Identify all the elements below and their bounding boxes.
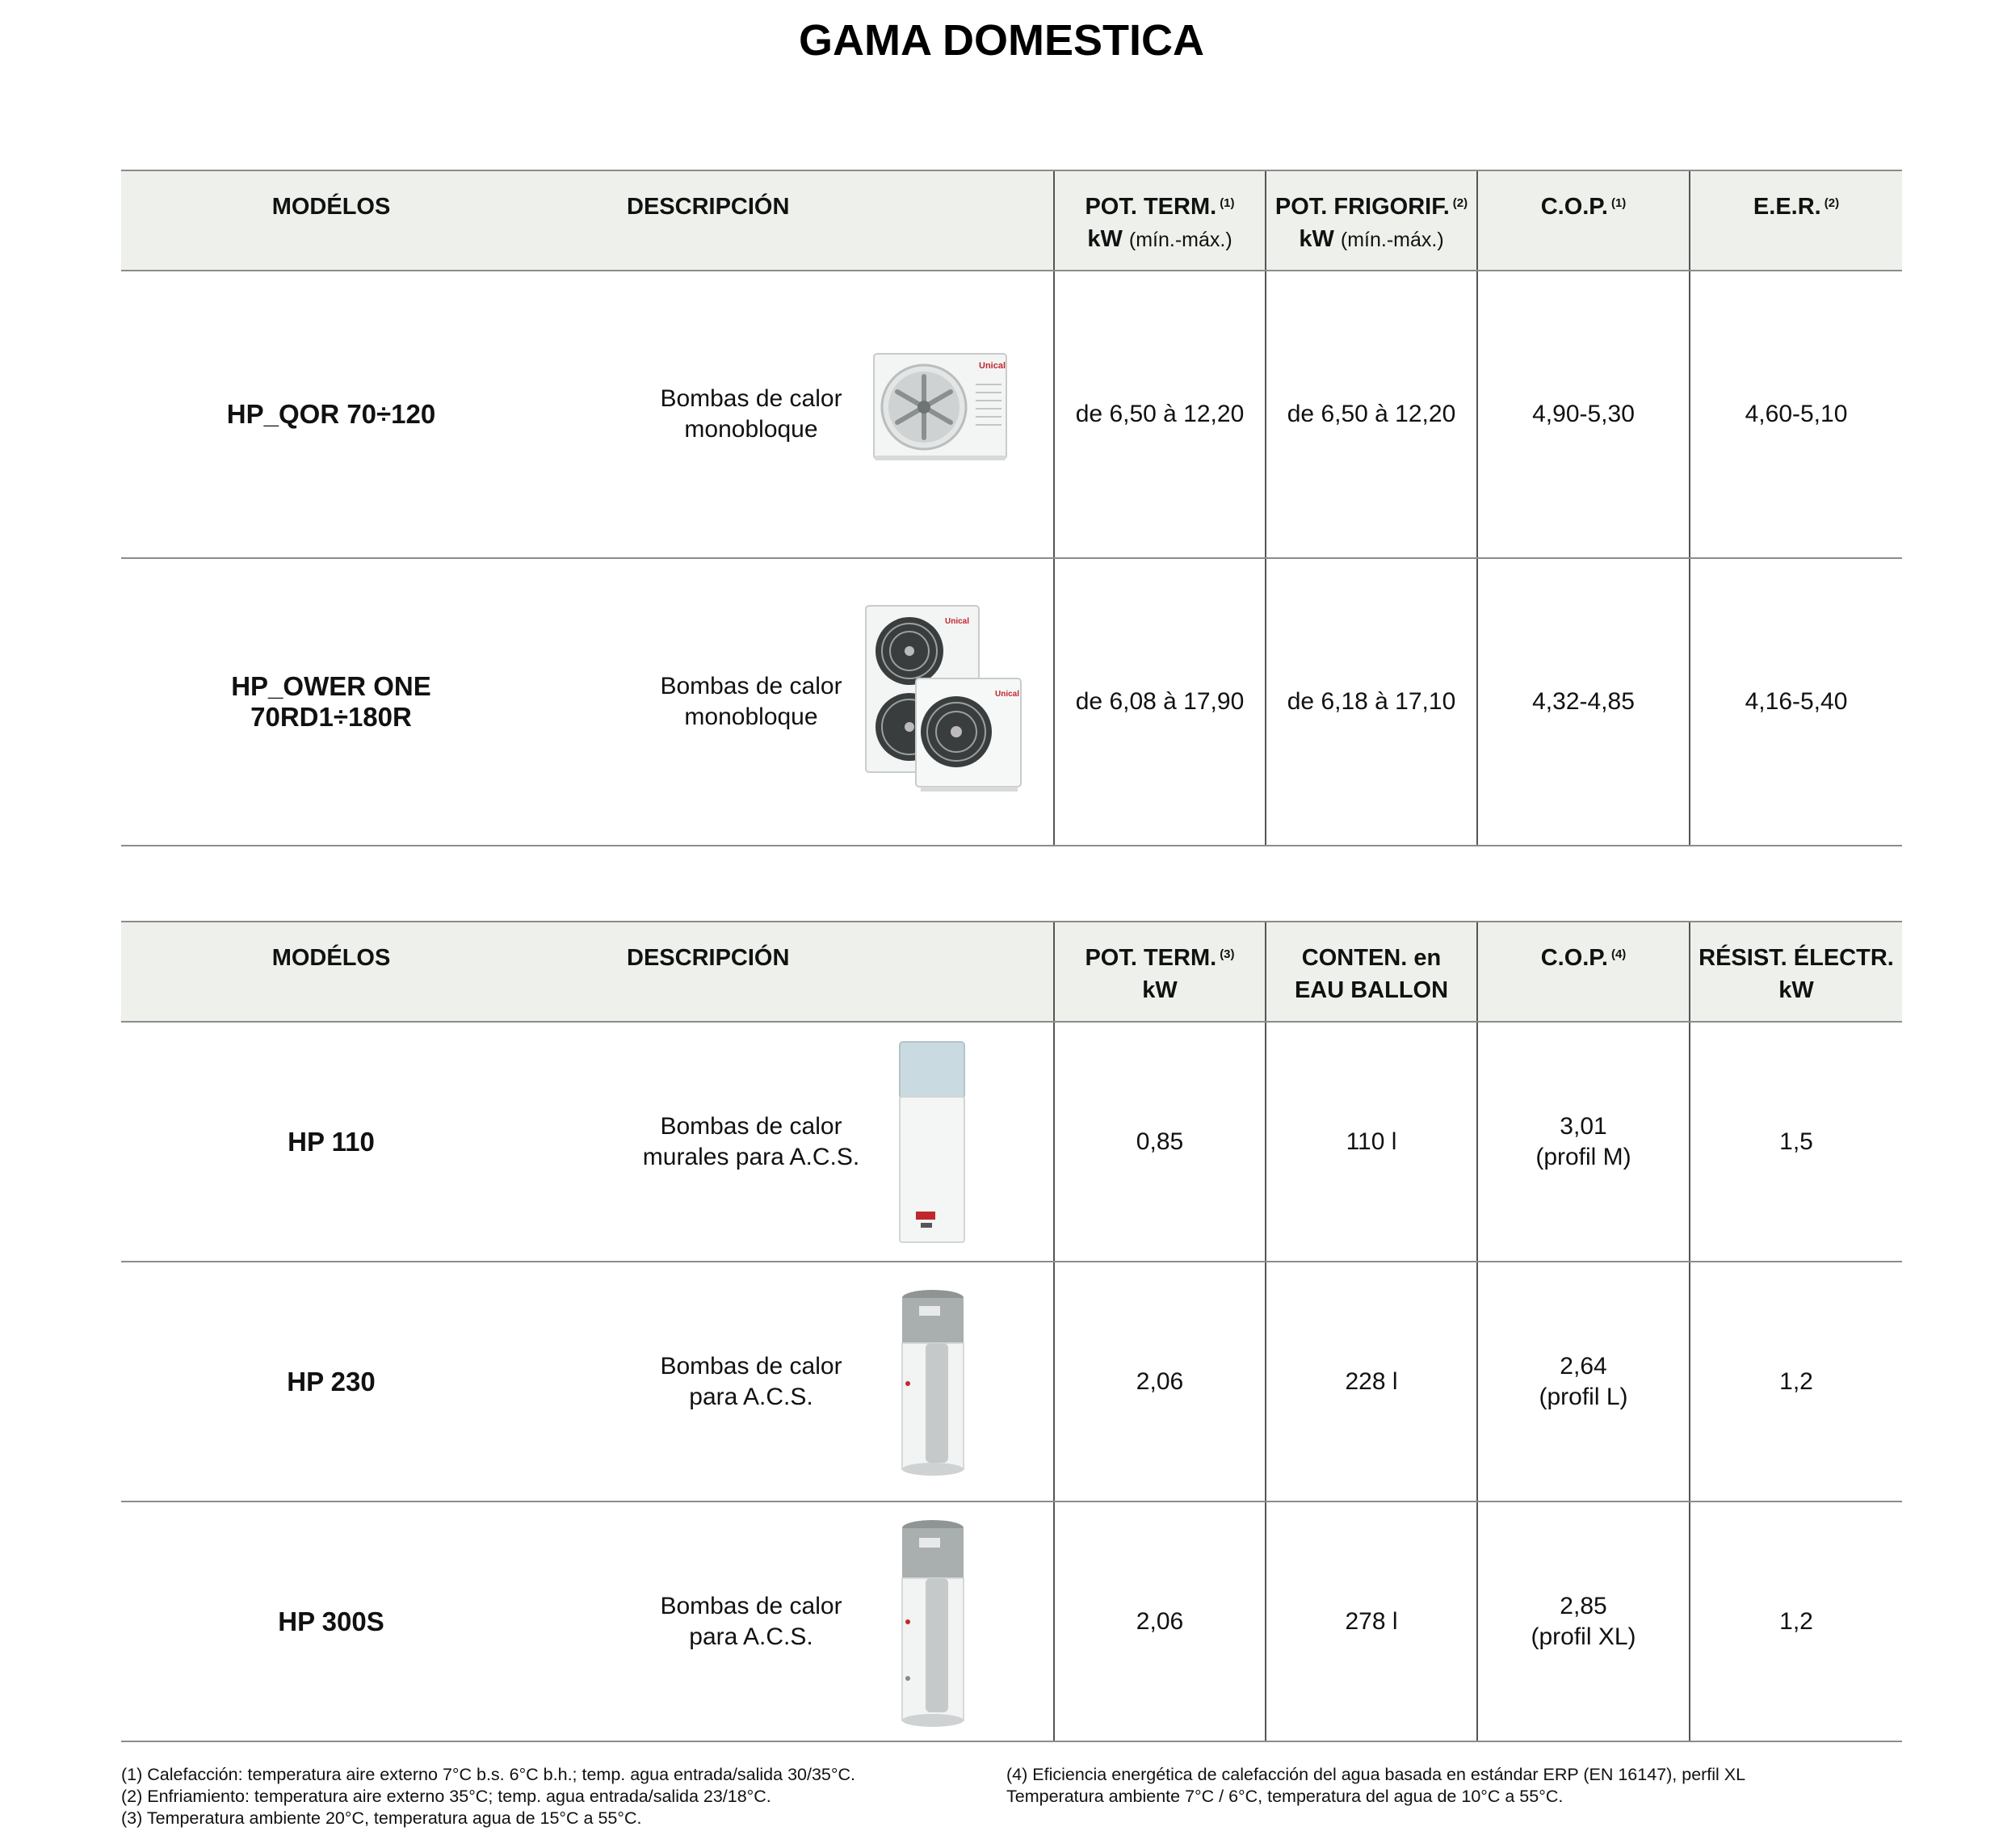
header-pot-term: POT. TERM. $^{(3)}$ kW (1054, 922, 1266, 1022)
model-name: HP 300S (121, 1502, 541, 1741)
cop-value: 2,64 (profil L) (1477, 1262, 1690, 1502)
header-conten: CONTEN. en EAU BALLON (1266, 922, 1477, 1022)
model-name: HP 230 (121, 1262, 541, 1502)
header-models: MODÉLOS (121, 922, 541, 1022)
description-cell (541, 558, 1054, 846)
pot-term-value: de 6,08 à 17,90 (1054, 558, 1266, 846)
footnotes-right (1006, 1764, 1745, 1808)
page-title: GAMA DOMESTICA (799, 16, 1204, 65)
conten-value: 228 l (1266, 1262, 1477, 1502)
cop-value: 4,32-4,85 (1477, 558, 1690, 846)
model-name: HP_OWER ONE 70RD1÷180R (121, 558, 541, 846)
outdoor-unit-image (872, 352, 1010, 465)
description-text: Bombas de calor monobloque (660, 673, 842, 730)
cop-value: 2,85 (profil XL) (1477, 1502, 1690, 1741)
floor-water-heater-image (897, 1517, 969, 1732)
model-name: HP 110 (121, 1022, 541, 1262)
heat-pump-table (121, 170, 1902, 846)
wall-water-heater-image (897, 1040, 969, 1247)
footnote: Temperatura ambiente 7°C / 6°C, temperatura del agua de 10°C a 55°C. (1006, 1787, 1564, 1806)
outdoor-units-pair-image (864, 604, 1026, 798)
header-resist: RÉSIST. ÉLECTR. kW (1690, 922, 1902, 1022)
description-cell (541, 1502, 1054, 1741)
header-cop: C.O.P. $^{(1)}$ (1477, 170, 1690, 271)
model-name: HP_QOR 70÷120 (121, 271, 541, 558)
pot-term-value: de 6,50 à 12,20 (1054, 271, 1266, 558)
table-row (121, 1502, 1902, 1741)
table-row (121, 1022, 1902, 1262)
header-description: DESCRIPCIÓN (541, 922, 1054, 1022)
footnote: (1) Calefacción: temperatura aire externo 7°C b.s. 6°C b.h.; temp. agua entrada/salida 30/35°C. (121, 1765, 855, 1784)
description-cell (541, 271, 1054, 558)
footnote: (2) Enfriamiento: temperatura aire externo 35°C; temp. agua entrada/salida 23/18°C. (121, 1787, 771, 1806)
cop-value: 4,90-5,30 (1477, 271, 1690, 558)
pot-frig-value: de 6,50 à 12,20 (1266, 271, 1477, 558)
header-eer: E.E.R. $^{(2)}$ (1690, 170, 1902, 271)
eer-value: 4,16-5,40 (1690, 558, 1902, 846)
pot-term-value: 2,06 (1054, 1262, 1266, 1502)
table-row (121, 271, 1902, 558)
description-text: Bombas de calor para A.C.S. (660, 1592, 842, 1650)
conten-value: 278 l (1266, 1502, 1477, 1741)
table-header-row (121, 170, 1902, 271)
water-heater-table (121, 921, 1902, 1742)
header-cop: C.O.P. $^{(4)}$ (1477, 922, 1690, 1022)
resist-value: 1,2 (1690, 1262, 1902, 1502)
description-cell (541, 1262, 1054, 1502)
pot-term-value: 0,85 (1054, 1022, 1266, 1262)
description-text: Bombas de calor murales para A.C.S. (642, 1112, 860, 1170)
svg-text:Unical: Unical (945, 617, 970, 626)
cop-value: 3,01 (profil M) (1477, 1022, 1690, 1262)
header-pot-frig: POT. FRIGORIF. $^{(2)}$ kW (mín.-máx.) (1266, 170, 1477, 271)
resist-value: 1,5 (1690, 1022, 1902, 1262)
table-row (121, 1262, 1902, 1502)
svg-text:Unical: Unical (995, 690, 1020, 699)
description-cell (541, 1022, 1054, 1262)
footnotes-left (121, 1764, 855, 1829)
svg-text:Unical: Unical (979, 361, 1006, 371)
eer-value: 4,60-5,10 (1690, 271, 1902, 558)
header-pot-term: POT. TERM. $^{(1)}$ kW (mín.-máx.) (1054, 170, 1266, 271)
conten-value: 110 l (1266, 1022, 1477, 1262)
header-models: MODÉLOS (121, 170, 541, 271)
footnote: (3) Temperatura ambiente 20°C, temperatura agua de 15°C a 55°C. (121, 1808, 642, 1828)
description-text: Bombas de calor monobloque (660, 385, 842, 443)
pot-frig-value: de 6,18 à 17,10 (1266, 558, 1477, 846)
resist-value: 1,2 (1690, 1502, 1902, 1741)
floor-water-heater-image (897, 1287, 969, 1480)
pot-term-value: 2,06 (1054, 1502, 1266, 1741)
table-header-row (121, 922, 1902, 1022)
table-row (121, 558, 1902, 846)
description-text: Bombas de calor para A.C.S. (660, 1352, 842, 1410)
header-description: DESCRIPCIÓN (541, 170, 1054, 271)
footnote: (4) Eficiencia energética de calefacción del agua basada en estándar ERP (EN 16147), perfil XL (1006, 1765, 1746, 1784)
